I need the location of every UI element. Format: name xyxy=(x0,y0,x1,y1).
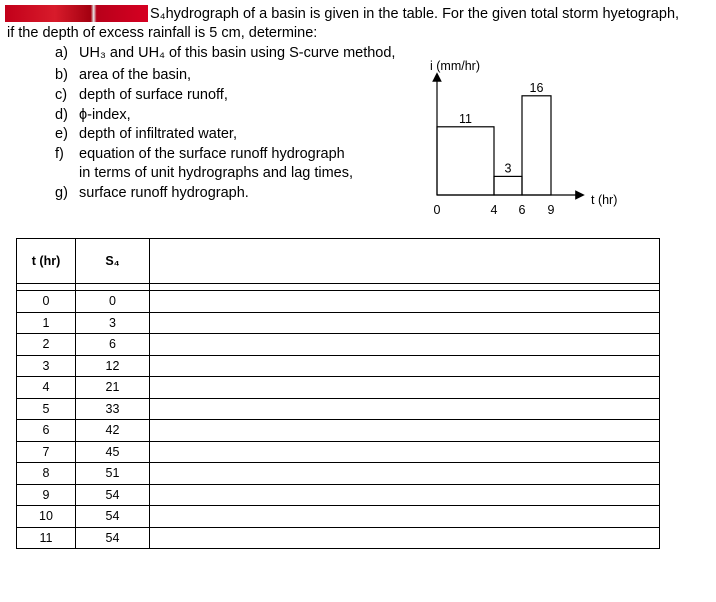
bar-value-label: 3 xyxy=(504,161,512,176)
cell-t: 4 xyxy=(17,377,76,399)
item-text: depth of surface runoff, xyxy=(79,87,228,103)
cell-empty xyxy=(150,312,660,334)
item-e xyxy=(55,125,237,143)
table-row xyxy=(17,398,660,420)
cell-s4: 54 xyxy=(76,506,150,528)
cell-s4: 51 xyxy=(76,463,150,485)
bar-value-label: 11 xyxy=(459,111,472,126)
item-text: in terms of unit hydrographs and lag times, xyxy=(79,165,354,181)
table-row xyxy=(17,355,660,377)
table-row xyxy=(17,312,660,334)
cell-s4: 45 xyxy=(76,441,150,463)
item-label: e) xyxy=(55,126,68,142)
cell-t: 7 xyxy=(17,441,76,463)
item-label: g) xyxy=(55,185,68,201)
cell-empty xyxy=(150,420,660,442)
hyetograph-bar xyxy=(522,96,551,195)
table-row xyxy=(17,463,660,485)
spacer-cell xyxy=(17,284,76,291)
cell-s4: 54 xyxy=(76,484,150,506)
cell-empty xyxy=(150,463,660,485)
item-label: f) xyxy=(55,146,64,162)
cell-empty xyxy=(150,484,660,506)
cell-s4: 21 xyxy=(76,377,150,399)
header-empty xyxy=(150,239,660,284)
cell-empty xyxy=(150,506,660,528)
cell-s4: 42 xyxy=(76,420,150,442)
cell-t: 6 xyxy=(17,420,76,442)
table-row xyxy=(17,420,660,442)
item-g xyxy=(55,184,249,202)
item-text: equation of the surface runoff hydrograph xyxy=(79,146,345,162)
x-tick-label: 9 xyxy=(547,203,555,217)
redacted-label xyxy=(5,5,148,22)
table-row xyxy=(17,441,660,463)
item-d xyxy=(55,106,131,124)
spacer-cell xyxy=(150,284,660,291)
table-row xyxy=(17,334,660,356)
cell-t: 3 xyxy=(17,355,76,377)
item-f xyxy=(55,145,345,163)
item-label: b) xyxy=(55,67,68,83)
cell-s4: 12 xyxy=(76,355,150,377)
table-row xyxy=(17,377,660,399)
hyetograph-chart xyxy=(425,55,715,230)
cell-empty xyxy=(150,355,660,377)
item-c xyxy=(55,86,228,104)
item-text: ϕ-index, xyxy=(79,107,131,123)
x-tick-label: 6 xyxy=(518,203,526,217)
item-label: d) xyxy=(55,107,68,123)
problem-line-2: if the depth of excess rainfall is 5 cm, determine: xyxy=(7,25,318,41)
table-row xyxy=(17,291,660,313)
cell-empty xyxy=(150,527,660,549)
cell-t: 5 xyxy=(17,398,76,420)
cell-t: 1 xyxy=(17,312,76,334)
x-axis-label: t (hr) xyxy=(591,193,618,207)
cell-s4: 3 xyxy=(76,312,150,334)
cell-t: 10 xyxy=(17,506,76,528)
x-tick-label: 0 xyxy=(433,203,441,217)
item-text: depth of infiltrated water, xyxy=(79,126,237,142)
cell-t: 0 xyxy=(17,291,76,313)
y-axis-label: i (mm/hr) xyxy=(430,59,480,73)
hyetograph-bar xyxy=(437,127,494,195)
item-text: UH₃ and UH₄ of this basin using S-curve method, xyxy=(79,45,396,61)
cell-s4: 0 xyxy=(76,291,150,313)
item-f-cont xyxy=(55,164,353,182)
item-label: a) xyxy=(55,45,68,61)
cell-s4: 6 xyxy=(76,334,150,356)
x-tick-label: 4 xyxy=(490,203,498,217)
table-header-row xyxy=(17,239,660,284)
item-text: surface runoff hydrograph. xyxy=(79,185,249,201)
item-label: c) xyxy=(55,87,68,103)
header-t: t (hr) xyxy=(17,239,76,284)
cell-empty xyxy=(150,334,660,356)
cell-empty xyxy=(150,291,660,313)
table-row xyxy=(17,506,660,528)
header-s4: S₄ xyxy=(76,239,150,284)
item-a xyxy=(55,44,395,62)
item-b xyxy=(55,66,191,84)
cell-t: 8 xyxy=(17,463,76,485)
cell-empty xyxy=(150,441,660,463)
bar-value-label: 16 xyxy=(529,80,544,95)
table-row xyxy=(17,527,660,549)
s-hydrograph-table xyxy=(16,238,660,549)
cell-empty xyxy=(150,398,660,420)
cell-t: 2 xyxy=(17,334,76,356)
cell-t: 11 xyxy=(17,527,76,549)
item-text: area of the basin, xyxy=(79,67,192,83)
cell-t: 9 xyxy=(17,484,76,506)
cell-empty xyxy=(150,377,660,399)
cell-s4: 33 xyxy=(76,398,150,420)
problem-line-1: S₄hydrograph of a basin is given in the table. For the given total storm hyetograph, xyxy=(150,6,680,22)
spacer-cell xyxy=(76,284,150,291)
hyetograph-bar xyxy=(494,176,522,195)
cell-s4: 54 xyxy=(76,527,150,549)
table-row xyxy=(17,484,660,506)
table-spacer-row xyxy=(17,284,660,291)
